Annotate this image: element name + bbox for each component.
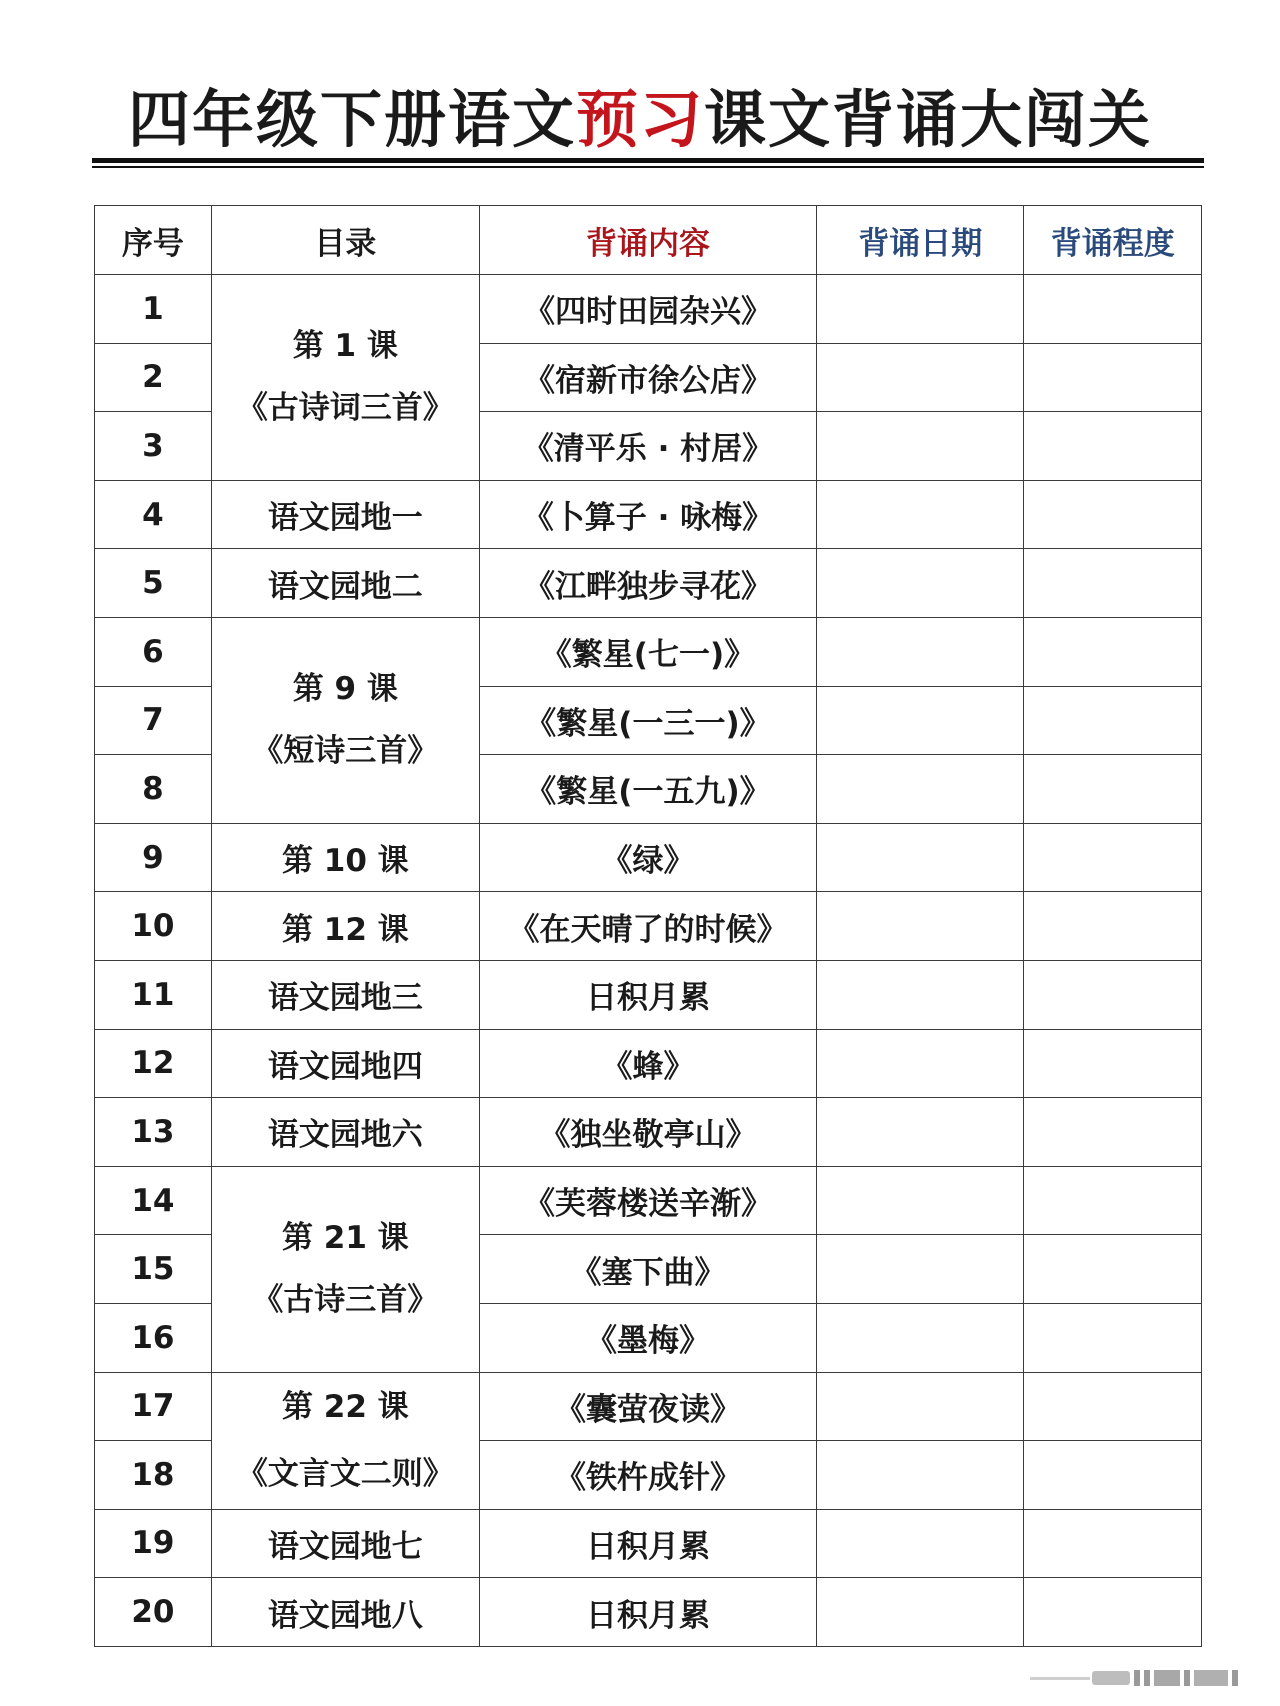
level-cell[interactable] xyxy=(1024,617,1202,686)
lesson-cell xyxy=(211,275,479,481)
table-row xyxy=(95,1098,1202,1167)
level-cell[interactable] xyxy=(1024,960,1202,1029)
table-row xyxy=(95,480,1202,549)
lesson-title: 《文言文二则》 xyxy=(236,1455,454,1492)
content-cell: 《宿新市徐公店》 xyxy=(479,343,816,412)
date-cell[interactable] xyxy=(817,1235,1024,1304)
row-number: 8 xyxy=(95,755,212,824)
row-number: 17 xyxy=(95,1372,212,1441)
level-cell[interactable] xyxy=(1024,480,1202,549)
content-cell: 《铁杵成针》 xyxy=(479,1441,816,1510)
level-cell[interactable] xyxy=(1024,686,1202,755)
date-cell[interactable] xyxy=(817,823,1024,892)
content-cell: 《囊萤夜读》 xyxy=(479,1372,816,1441)
level-cell[interactable] xyxy=(1024,549,1202,618)
level-cell[interactable] xyxy=(1024,1235,1202,1304)
level-cell[interactable] xyxy=(1024,275,1202,344)
level-cell[interactable] xyxy=(1024,1098,1202,1167)
page-title xyxy=(0,70,1280,170)
content-cell: 《芙蓉楼送辛渐》 xyxy=(479,1166,816,1235)
content-cell: 《繁星(一三一)》 xyxy=(479,686,816,755)
lesson-label: 第 9 课 xyxy=(292,671,398,708)
row-number: 13 xyxy=(95,1098,212,1167)
level-cell[interactable] xyxy=(1024,1372,1202,1441)
row-number: 10 xyxy=(95,892,212,961)
table-row xyxy=(95,892,1202,961)
table-row xyxy=(95,1578,1202,1647)
date-cell[interactable] xyxy=(817,1166,1024,1235)
date-cell[interactable] xyxy=(817,1303,1024,1372)
content-cell: 日积月累 xyxy=(479,1509,816,1578)
table-row xyxy=(95,1029,1202,1098)
lesson-cell: 第 10 课 xyxy=(211,823,479,892)
row-number: 16 xyxy=(95,1303,212,1372)
lesson-cell: 语文园地二 xyxy=(211,549,479,618)
row-number: 6 xyxy=(95,617,212,686)
content-cell: 《蜂》 xyxy=(479,1029,816,1098)
content-cell: 《卜算子 · 咏梅》 xyxy=(479,480,816,549)
content-cell: 《四时田园杂兴》 xyxy=(479,275,816,344)
header-index: 序号 xyxy=(95,206,212,275)
table-row xyxy=(95,549,1202,618)
title-part1: 四年级下册语文 xyxy=(127,83,576,156)
date-cell[interactable] xyxy=(817,412,1024,481)
content-cell: 《繁星(一五九)》 xyxy=(479,755,816,824)
row-number: 9 xyxy=(95,823,212,892)
date-cell[interactable] xyxy=(817,275,1024,344)
row-number: 11 xyxy=(95,960,212,1029)
date-cell[interactable] xyxy=(817,755,1024,824)
lesson-cell: 语文园地四 xyxy=(211,1029,479,1098)
header-date: 背诵日期 xyxy=(817,206,1024,275)
level-cell[interactable] xyxy=(1024,1029,1202,1098)
table-row xyxy=(95,617,1202,686)
lesson-cell: 语文园地一 xyxy=(211,480,479,549)
level-cell[interactable] xyxy=(1024,1166,1202,1235)
row-number: 19 xyxy=(95,1509,212,1578)
table-row xyxy=(95,1166,1202,1235)
date-cell[interactable] xyxy=(817,617,1024,686)
table-row xyxy=(95,960,1202,1029)
lesson-label: 第 21 课 xyxy=(281,1220,409,1257)
watermark-bars-icon xyxy=(1030,1668,1260,1688)
date-cell[interactable] xyxy=(817,686,1024,755)
date-cell[interactable] xyxy=(817,960,1024,1029)
lesson-cell: 语文园地六 xyxy=(211,1098,479,1167)
date-cell[interactable] xyxy=(817,1509,1024,1578)
row-number: 2 xyxy=(95,343,212,412)
date-cell[interactable] xyxy=(817,1441,1024,1510)
content-cell: 日积月累 xyxy=(479,960,816,1029)
date-cell[interactable] xyxy=(817,892,1024,961)
row-number: 18 xyxy=(95,1441,212,1510)
row-number: 5 xyxy=(95,549,212,618)
content-cell: 《塞下曲》 xyxy=(479,1235,816,1304)
lesson-cell xyxy=(211,1166,479,1372)
header-directory: 目录 xyxy=(211,206,479,275)
lesson-cell: 语文园地七 xyxy=(211,1509,479,1578)
content-cell: 《独坐敬亭山》 xyxy=(479,1098,816,1167)
content-cell: 《繁星(七一)》 xyxy=(479,617,816,686)
level-cell[interactable] xyxy=(1024,755,1202,824)
row-number: 1 xyxy=(95,275,212,344)
content-cell: 《墨梅》 xyxy=(479,1303,816,1372)
title-rule-thin xyxy=(92,166,1204,168)
table-row xyxy=(95,1509,1202,1578)
row-number: 3 xyxy=(95,412,212,481)
level-cell[interactable] xyxy=(1024,412,1202,481)
table-row xyxy=(95,275,1202,344)
date-cell[interactable] xyxy=(817,1098,1024,1167)
row-number: 15 xyxy=(95,1235,212,1304)
row-number: 4 xyxy=(95,480,212,549)
row-number: 14 xyxy=(95,1166,212,1235)
lesson-title: 《古诗三首》 xyxy=(252,1282,439,1319)
recitation-table xyxy=(94,205,1202,1647)
header-content: 背诵内容 xyxy=(479,206,816,275)
level-cell[interactable] xyxy=(1024,892,1202,961)
date-cell[interactable] xyxy=(817,1578,1024,1647)
level-cell[interactable] xyxy=(1024,343,1202,412)
level-cell[interactable] xyxy=(1024,1441,1202,1510)
row-number: 20 xyxy=(95,1578,212,1647)
header-row xyxy=(95,206,1202,275)
title-part2: 课文背诵大闯关 xyxy=(704,83,1153,156)
content-cell: 《绿》 xyxy=(479,823,816,892)
content-cell: 《江畔独步寻花》 xyxy=(479,549,816,618)
content-cell: 《清平乐 · 村居》 xyxy=(479,412,816,481)
date-cell[interactable] xyxy=(817,1372,1024,1441)
lesson-cell: 第 12 课 xyxy=(211,892,479,961)
title-rule-thick xyxy=(92,158,1204,163)
lesson-title: 《古诗词三首》 xyxy=(236,390,454,427)
title-highlight: 预习 xyxy=(575,83,704,156)
lesson-cell xyxy=(211,1372,479,1509)
level-cell[interactable] xyxy=(1024,823,1202,892)
level-cell[interactable] xyxy=(1024,1509,1202,1578)
date-cell[interactable] xyxy=(817,549,1024,618)
lesson-title: 《短诗三首》 xyxy=(252,733,439,770)
header-level: 背诵程度 xyxy=(1024,206,1202,275)
row-number: 12 xyxy=(95,1029,212,1098)
date-cell[interactable] xyxy=(817,480,1024,549)
level-cell[interactable] xyxy=(1024,1578,1202,1647)
lesson-label: 第 1 课 xyxy=(292,328,398,365)
content-cell: 《在天晴了的时候》 xyxy=(479,892,816,961)
table-row xyxy=(95,1372,1202,1441)
date-cell[interactable] xyxy=(817,343,1024,412)
row-number: 7 xyxy=(95,686,212,755)
date-cell[interactable] xyxy=(817,1029,1024,1098)
lesson-cell: 语文园地三 xyxy=(211,960,479,1029)
lesson-label: 第 22 课 xyxy=(281,1388,409,1425)
level-cell[interactable] xyxy=(1024,1303,1202,1372)
lesson-cell: 语文园地八 xyxy=(211,1578,479,1647)
content-cell: 日积月累 xyxy=(479,1578,816,1647)
lesson-cell xyxy=(211,617,479,823)
table-row xyxy=(95,823,1202,892)
